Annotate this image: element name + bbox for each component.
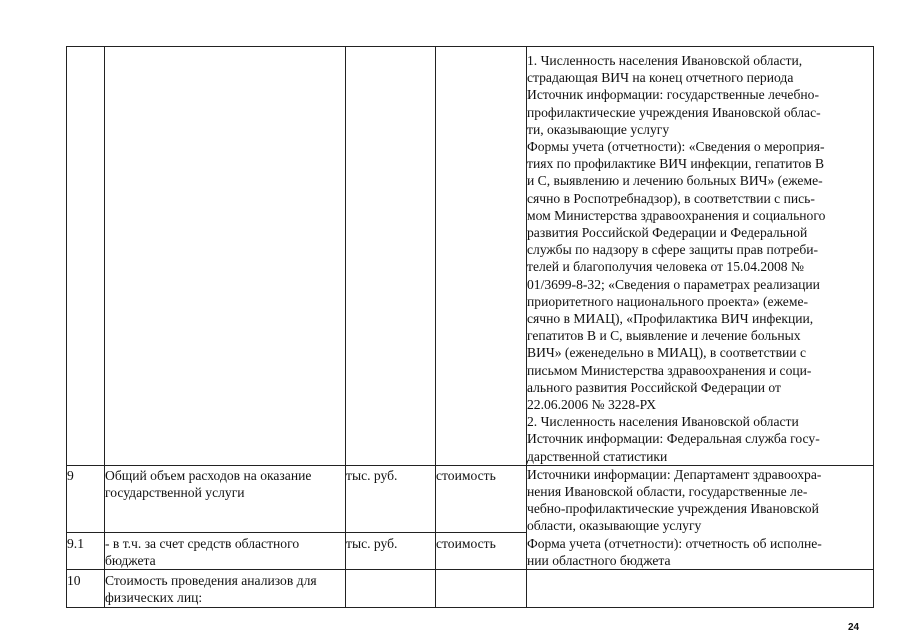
row-number-cell: 9.1 bbox=[67, 532, 105, 569]
description-line: 2. Численность населения Ивановской области bbox=[527, 414, 799, 430]
type-cell: стоимость bbox=[436, 465, 527, 532]
description-line: 1. Численность населения Ивановской области, bbox=[527, 53, 803, 68]
description-line: страдающая ВИЧ на конец отчетного периода bbox=[527, 70, 794, 86]
source-description-cell bbox=[527, 570, 874, 607]
description-line: ального развития Российской Федерации от bbox=[527, 379, 781, 395]
description-line: Источник информации: государственные лечебно- bbox=[527, 87, 819, 103]
description-line: Источники информации: Департамент здравоохра- bbox=[527, 466, 822, 482]
row-number-cell: 10 bbox=[67, 570, 105, 607]
type-cell bbox=[436, 570, 527, 607]
description-line: сячно в МИАЦ), «Профилактика ВИЧ инфекции, bbox=[527, 311, 814, 327]
description-line: ВИЧ» (еженедельно в МИАЦ), в соответствии с bbox=[527, 345, 806, 361]
description-line: профилактические учреждения Ивановской облас- bbox=[527, 104, 821, 120]
description-line: дарственной статистики bbox=[527, 448, 668, 464]
description-line: области, оказывающие услугу bbox=[527, 518, 702, 534]
description-line: Форма учета (отчетности): отчетность об исполне- bbox=[527, 535, 822, 551]
description-line: Формы учета (отчетности): «Сведения о мероприя- bbox=[527, 139, 825, 155]
description-line: нения Ивановской области, государственные ле- bbox=[527, 484, 808, 500]
description-line: развития Российской Федерации и Федеральной bbox=[527, 225, 808, 241]
description-line: нии областного бюджета bbox=[527, 552, 671, 568]
description-line: 22.06.2006 № 3228-РХ bbox=[527, 397, 657, 413]
indicator-name-cell: Стоимость проведения анализов для физических лиц: bbox=[105, 570, 346, 607]
description-line: 01/3699-8-32; «Сведения о параметрах реализации bbox=[527, 276, 820, 292]
page-number: 24 bbox=[848, 622, 860, 633]
type-cell: стоимость bbox=[436, 532, 527, 569]
indicators-table bbox=[66, 46, 874, 608]
indicator-name-cell: Общий объем расходов на оказание государственной услуги bbox=[105, 465, 346, 532]
description-line: мом Министерства здравоохранения и социального bbox=[527, 207, 826, 223]
description-line: Источник информации: Федеральная служба госу- bbox=[527, 431, 820, 447]
unit-cell bbox=[346, 47, 436, 466]
description-line: письмом Министерства здравоохранения и соци- bbox=[527, 362, 812, 378]
description-line: приоритетного национального проекта» (ежеме- bbox=[527, 293, 809, 309]
unit-cell: тыс. руб. bbox=[346, 465, 436, 532]
description-line: чебно-профилактические учреждения Ивановской bbox=[527, 501, 819, 517]
row-number-cell bbox=[67, 47, 105, 466]
unit-cell: тыс. руб. bbox=[346, 532, 436, 569]
source-description-cell bbox=[527, 47, 874, 466]
unit-cell bbox=[346, 570, 436, 607]
description-line: сячно в Роспотребнадзор), в соответствии с пись- bbox=[527, 190, 815, 206]
table-row-9 bbox=[67, 465, 874, 532]
description-line: гепатитов В и С, выявление и лечение больных bbox=[527, 328, 801, 344]
indicator-name-cell: - в т.ч. за счет средств областного бюджета bbox=[105, 532, 346, 569]
description-line: службы по надзору в сфере защиты прав потреби- bbox=[527, 242, 819, 258]
description-line: телей и благополучия человека от 15.04.2008 № bbox=[527, 259, 804, 275]
description-line: и С, выявлению и лечению больных ВИЧ» (ежеме- bbox=[527, 173, 823, 189]
description-line: ти, оказывающие услугу bbox=[527, 121, 670, 137]
table-row-10 bbox=[67, 570, 874, 607]
description-line: тиях по профилактике ВИЧ инфекции, гепатитов В bbox=[527, 156, 825, 172]
indicator-name-cell bbox=[105, 47, 346, 466]
source-description-cell bbox=[527, 465, 874, 569]
table-row-indicator-sources bbox=[67, 47, 874, 466]
type-cell bbox=[436, 47, 527, 466]
row-number-cell: 9 bbox=[67, 465, 105, 532]
